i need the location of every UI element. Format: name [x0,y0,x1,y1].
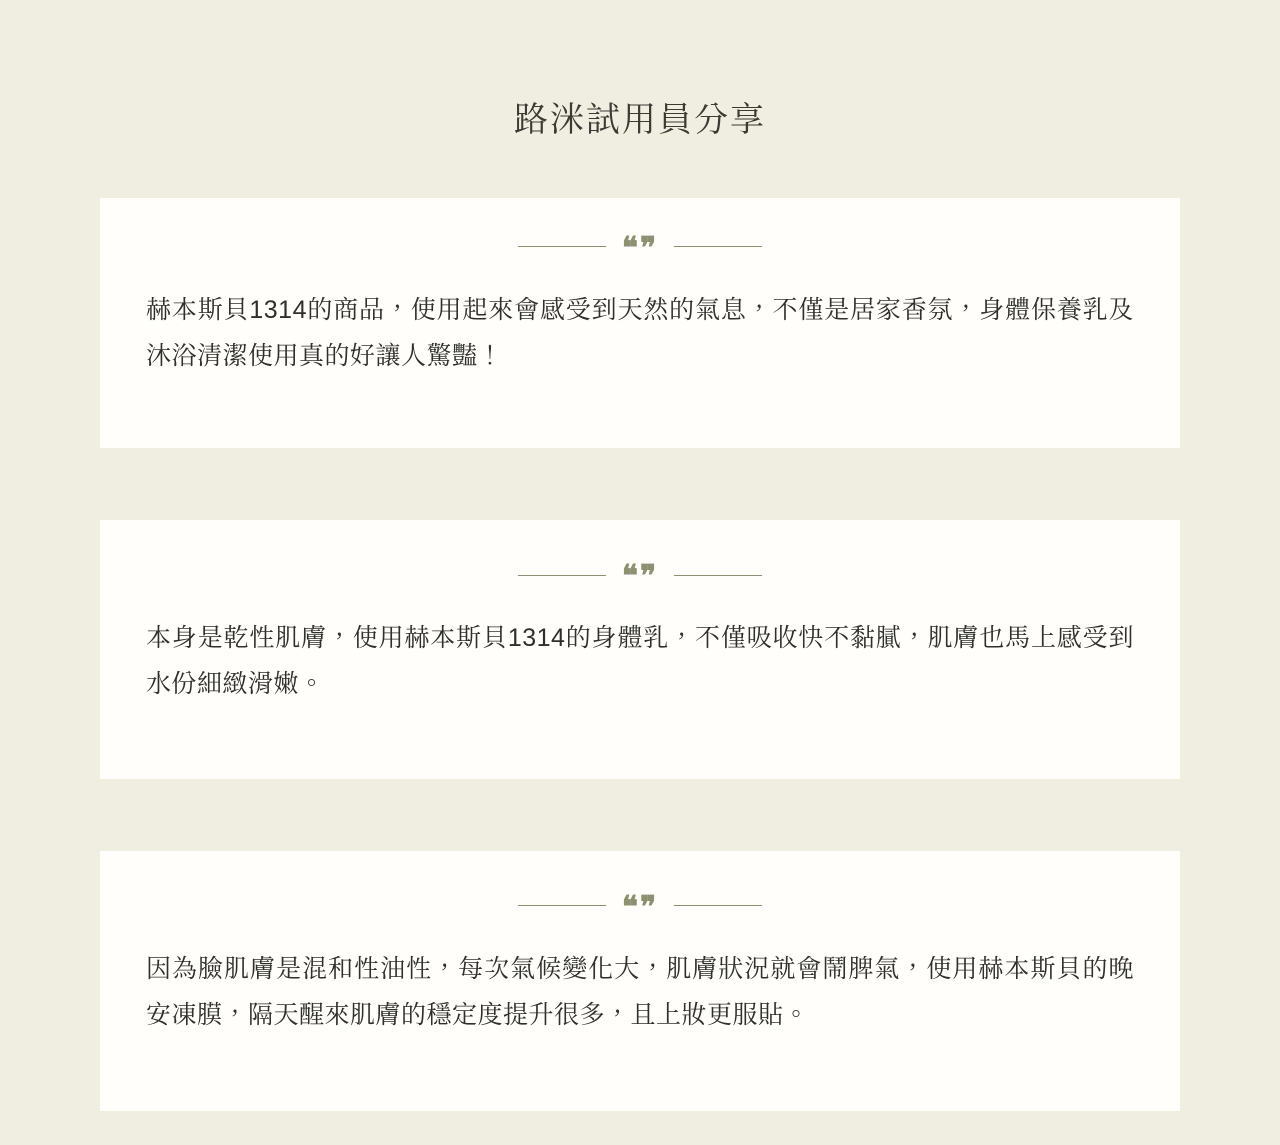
testimonial-text: 赫本斯貝1314的商品，使用起來會感受到天然的氣息，不僅是居家香氛，身體保養乳及沐浴清潔使用真的好讓人驚豔！ [146,295,1134,370]
testimonial-card [100,520,1180,779]
divider-line-left [518,246,606,247]
quote-divider [146,560,1134,594]
testimonial-text: 因為臉肌膚是混和性油性，每次氣候變化大，肌膚狀況就會鬧脾氣，使用赫本斯貝的晚安凍膜，隔天醒來肌膚的穩定度提升很多，且上妝更服貼。 [146,954,1134,1029]
quote-mark-icon: ❝❞ [621,560,659,594]
divider-line-right [674,575,762,576]
quote-divider [146,231,1134,265]
testimonial-text: 本身是乾性肌膚，使用赫本斯貝1314的身體乳，不僅吸收快不黏膩，肌膚也馬上感受到水份細緻滑嫩。 [146,624,1134,699]
divider-line-left [518,905,606,906]
quote-mark-icon: ❝❞ [621,890,659,924]
divider-line-right [674,246,762,247]
divider-line-right [674,905,762,906]
testimonial-list [0,198,1280,1112]
quote-mark-icon: ❝❞ [621,231,659,265]
quote-divider [146,890,1134,924]
testimonial-card [100,198,1180,449]
divider-line-left [518,575,606,576]
testimonial-card [100,851,1180,1112]
page-title: 路洣試用員分享 [514,101,766,139]
